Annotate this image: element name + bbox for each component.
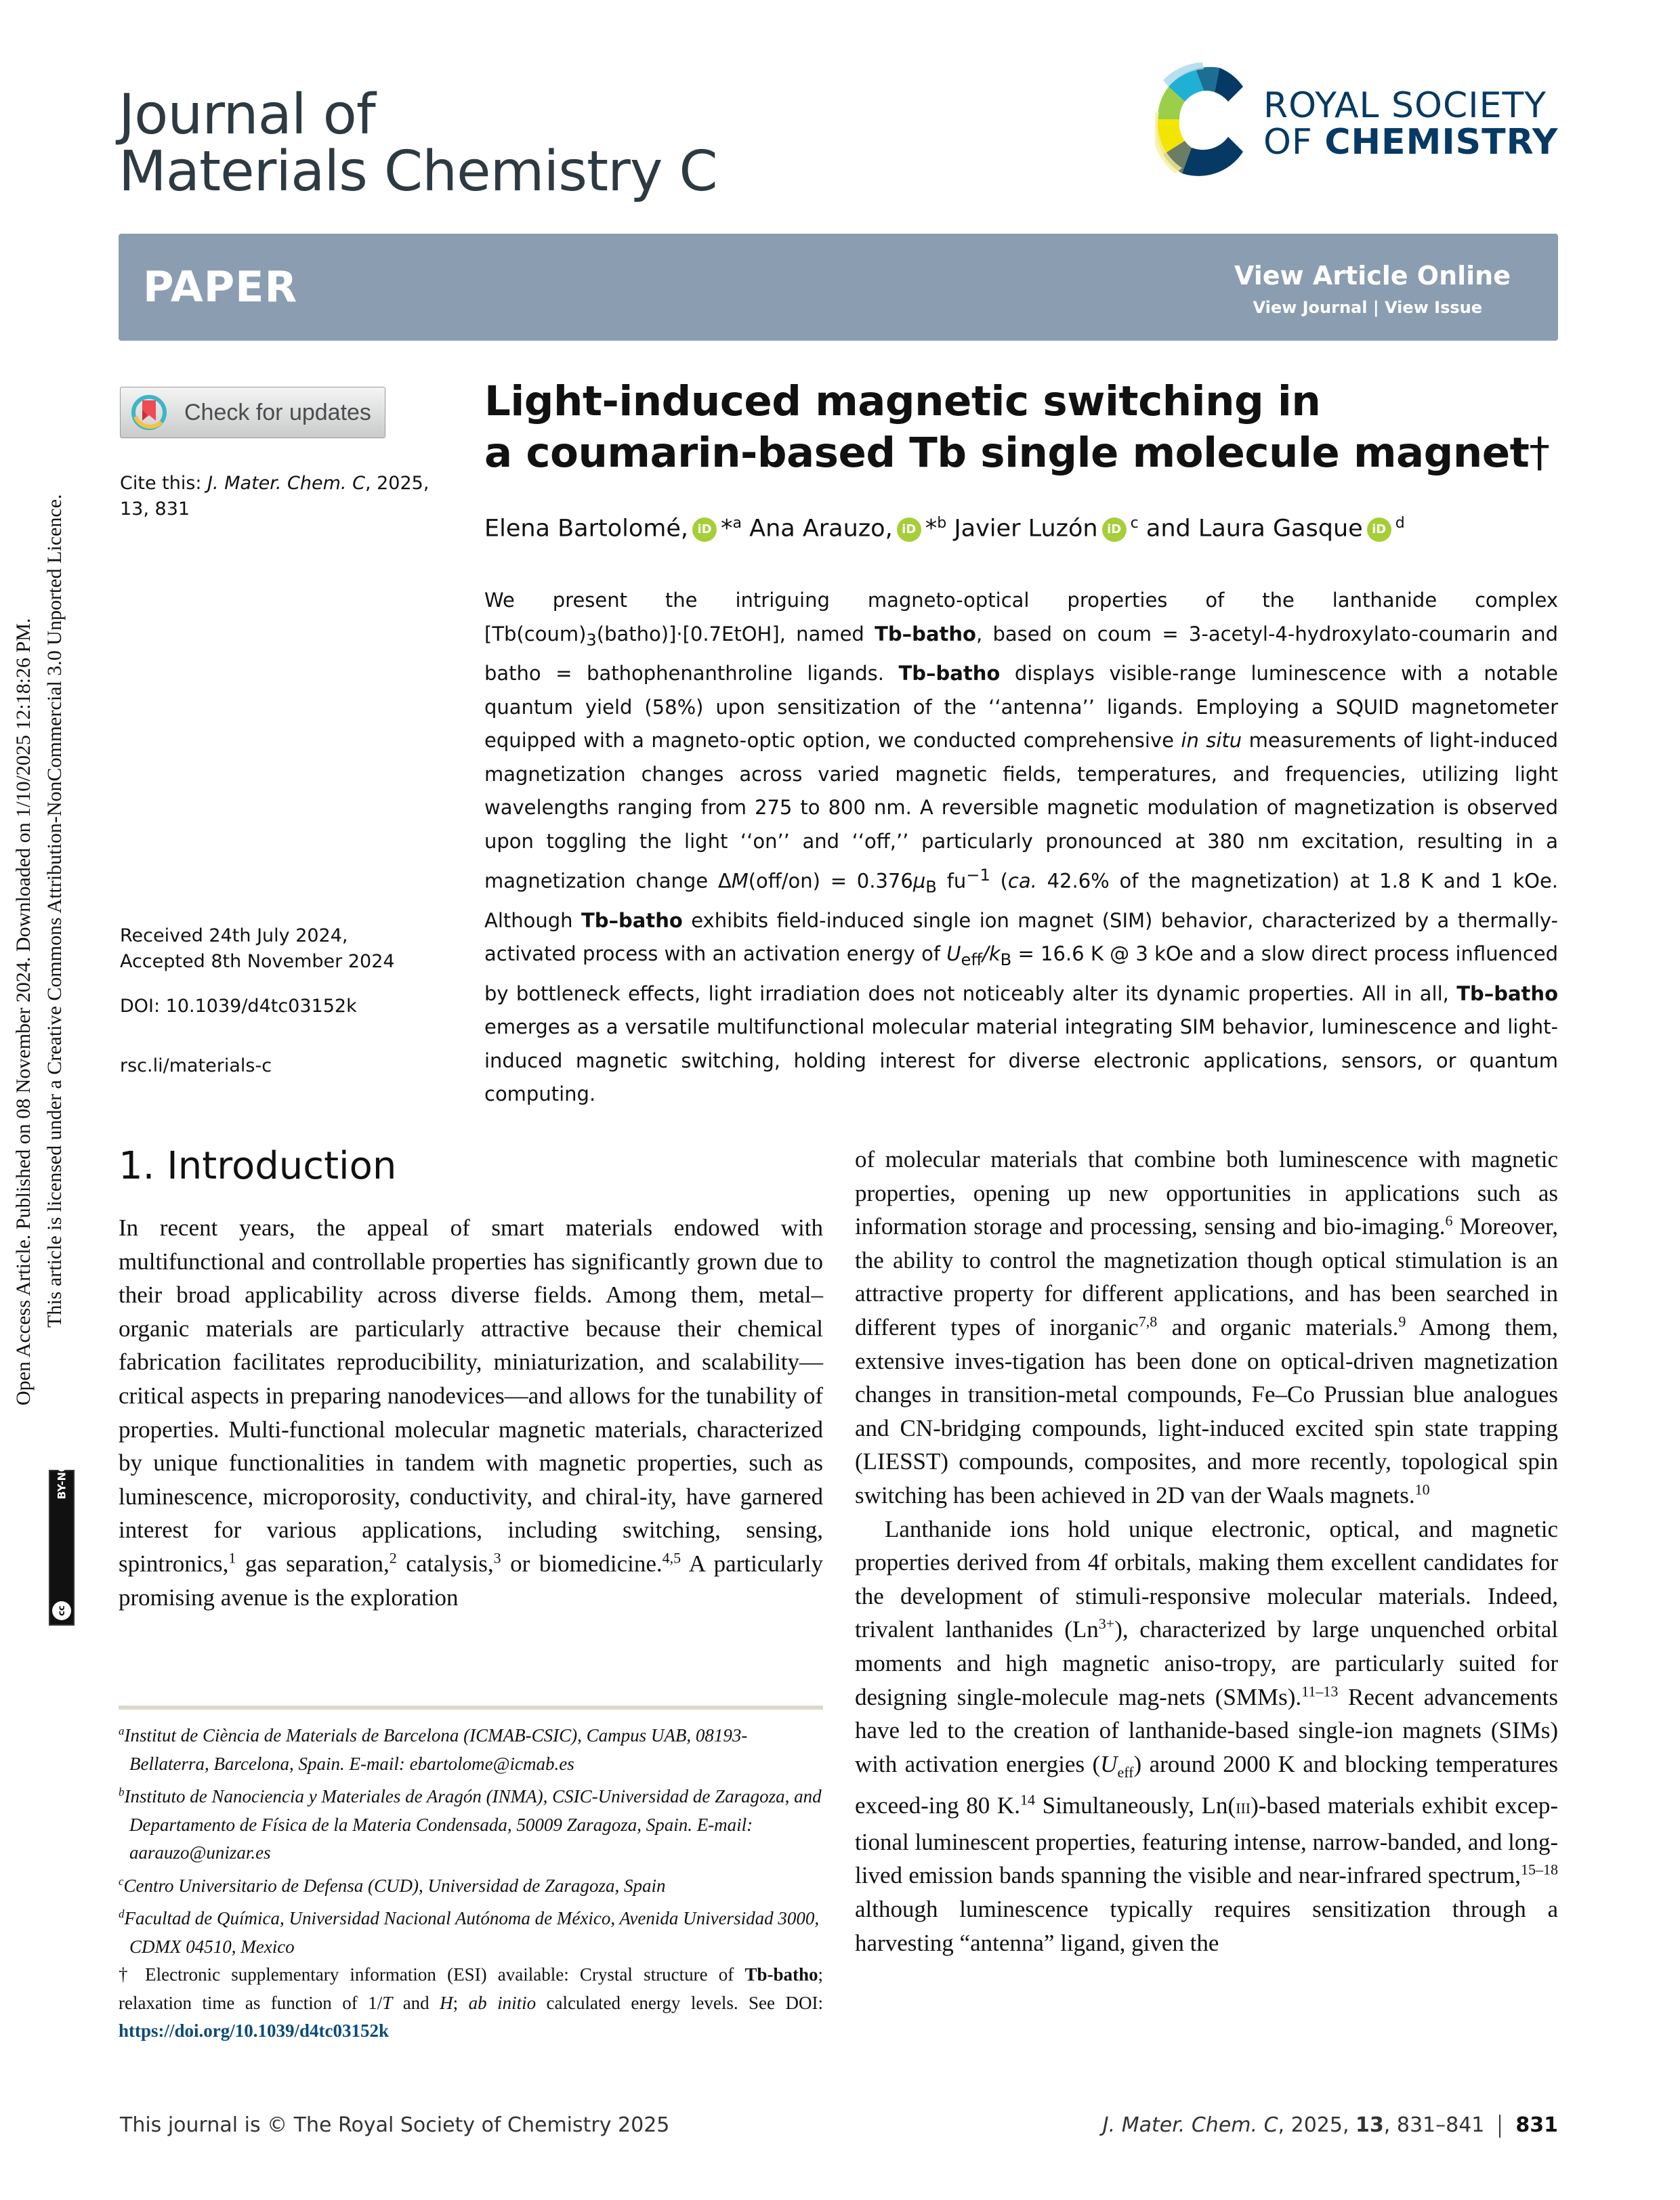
affiliation-text: Centro Universitario de Defensa (CUD), Universidad de Zaragoza, Spain	[123, 1875, 666, 1896]
publisher-name-bold: CHEMISTRY	[1324, 122, 1559, 163]
citation-ref[interactable]: 11–13	[1301, 1682, 1339, 1699]
subscript: 3	[586, 630, 597, 650]
italic-term: ab initio	[468, 1992, 537, 2013]
italic-term: in situ	[1181, 729, 1242, 753]
dagger-mark: †	[119, 1964, 146, 1985]
body-column-left	[119, 1211, 823, 1614]
paragraph	[119, 1211, 823, 1614]
article-type-label: PAPER	[143, 262, 298, 312]
body-text: and organic materials.	[1157, 1313, 1399, 1340]
affiliation-mark: d	[1395, 515, 1405, 532]
footer-citation	[1103, 2113, 1558, 2138]
symbol: μ	[912, 869, 926, 893]
title-line1: Light-induced magnetic switching in	[484, 377, 1321, 425]
journal-title-line2: Materials Chemistry C	[119, 140, 717, 204]
esi-text: Electronic supplementary information (ESI) available: Crystal structure of	[145, 1964, 745, 1985]
body-column-right	[855, 1143, 1558, 1960]
affiliation-mark: d	[119, 1907, 125, 1920]
license-sidebar	[8, 261, 83, 1616]
citation-ref[interactable]: 2	[389, 1549, 397, 1567]
affiliation-mark: c	[119, 1874, 124, 1888]
footer-separator	[1499, 2115, 1500, 2138]
citation-ref[interactable]: 4,5	[662, 1549, 681, 1567]
esi-text: ; relaxation time as function of 1/	[119, 1964, 823, 2013]
view-issue-link[interactable]: View Issue	[1384, 298, 1482, 317]
body-text: gas separation,	[236, 1550, 390, 1577]
cc-license-type: BY-NC	[55, 1464, 68, 1500]
esi-note	[119, 1961, 823, 2046]
orcid-icon[interactable]: iD	[897, 517, 921, 542]
view-journal-link[interactable]: View Journal	[1253, 298, 1368, 317]
affiliation-mark: c	[1130, 515, 1139, 532]
body-text: or biomedicine.	[501, 1550, 663, 1577]
license-notice[interactable]: This article is licensed under a Creative Commons Attribution-NonCommercial 3.0 Unported Licence.	[43, 494, 66, 1328]
symbol: /k	[982, 942, 1001, 966]
body-text: ) around 2000 K and blocking temperatures exceed-ing 80 K.	[855, 1750, 1558, 1819]
author-list	[484, 507, 1405, 546]
symbol: U	[1100, 1750, 1118, 1777]
paragraph	[855, 1512, 1558, 1960]
abstract-text: = 16.6 K @ 3 kOe and a slow direct process influenced by bottleneck effects, light irradiation does not noticeably alter its dynamic properties. All in all,	[484, 942, 1558, 1005]
abstract-text: displays visible-range luminescence with a notable quantum yield (58%) upon sensitization of the ‘‘antenna’’ ligands. Employing a SQUID magnetometer equipped with a magneto-optic option, we conducted comprehensive	[484, 661, 1558, 753]
publisher-logo[interactable]	[1155, 60, 1561, 182]
check-for-updates-label: Check for updates	[184, 399, 371, 425]
affiliation-text: Instituto de Nanociencia y Materiales de Aragón (INMA), CSIC-Universidad de Zaragoza, and Departamento de Física de la Materia Condensada, 50009 Zaragoza, Spain. E-mail: aarauzo@unizar.es	[124, 1786, 822, 1863]
esi-text: ;	[453, 1992, 469, 2013]
oxidation-state: III	[1236, 1800, 1251, 1817]
received-date: Received 24th July 2024,	[120, 925, 348, 946]
abstract-text: 42.6% of the magnetization) at 1.8 K and 1 kOe. Although	[484, 869, 1559, 932]
cite-journal: J. Mater. Chem. C	[207, 473, 365, 494]
superscript: −1	[966, 865, 990, 885]
affiliation-a	[119, 1717, 823, 1778]
abstract-text: measurements of light-induced magnetization changes across varied magnetic fields, temperatures, and frequencies, utilizing light wavelengths ranging from 275 to 800 nm. A reversible magnetic modulation of magnetization is observed upon toggling the light ‘‘on’’ and ‘‘off,’’ particularly pronounced at 380 nm excitation, resulting in a magnetization change Δ	[484, 729, 1558, 893]
compound-name: Tb–batho	[581, 908, 683, 932]
abstract-text: emerges as a versatile multifunctional molecular material integrating SIM behavior, luminescence and light-induced magnetic switching, holding interest for diverse electronic applications, sensors, or quantum computing.	[484, 1015, 1558, 1106]
corresponding-mark: *	[925, 515, 938, 543]
cite-page: , 831	[143, 499, 190, 520]
title-line2: a coumarin-based Tb single molecule magnet	[484, 429, 1530, 477]
abstract	[484, 584, 1558, 1112]
received-dates	[120, 923, 395, 975]
affiliation-text: Facultad de Química, Universidad Nacional Autónoma de México, Avenida Universidad 3000, CDMX 04510, Mexico	[124, 1908, 820, 1957]
body-text: Simultaneously, Ln(	[1034, 1792, 1236, 1819]
compound-name: Tb-batho	[744, 1964, 818, 1985]
author-name: and Laura Gasque	[1146, 515, 1363, 543]
citation-ref[interactable]: 9	[1398, 1313, 1406, 1330]
affiliation-d	[119, 1900, 823, 1961]
symbol: M	[731, 869, 749, 893]
superscript: 3+	[1098, 1615, 1115, 1632]
abstract-text: (off/on) = 0.376	[748, 869, 913, 893]
publisher-name-prefix: OF	[1263, 122, 1325, 163]
cc-license-badge[interactable]	[49, 1464, 75, 1626]
footnote-divider	[119, 1706, 823, 1710]
citation-ref[interactable]: 10	[1414, 1481, 1430, 1498]
footnotes	[119, 1717, 823, 2046]
citation	[120, 471, 445, 522]
esi-text: and	[392, 1992, 440, 2013]
compound-name: Tb–batho	[1456, 981, 1558, 1005]
creative-commons-icon: cc	[52, 1601, 71, 1620]
abstract-text: , based on coum = 3-acetyl-4-hydroxylato-coumarin and batho = bathophenanthroline ligands.	[484, 622, 1559, 685]
publisher-name-line1: ROYAL SOCIETY	[1263, 85, 1547, 126]
orcid-icon[interactable]: iD	[692, 517, 717, 542]
affiliation-mark: b	[119, 1785, 125, 1798]
rsc-c-logo-icon	[1155, 60, 1257, 182]
affiliation-mark: a	[119, 1725, 125, 1737]
abstract-text: (	[990, 869, 1008, 893]
journal-link[interactable]: rsc.li/materials-c	[120, 1055, 272, 1076]
body-text: Lanthanide ions hold unique electronic, optical, and magnetic properties derived from 4f orbitals, making them excellent candidates for the development of stimuli-responsive molecular materials. Indeed, trivalent lanthanides (Ln	[855, 1515, 1558, 1643]
accepted-date: Accepted 8th November 2024	[120, 951, 395, 972]
article-type-banner	[119, 234, 1558, 341]
footer-pages: , 831–841	[1383, 2113, 1485, 2137]
citation-ref[interactable]: 6	[1445, 1212, 1453, 1229]
cite-prefix: Cite this:	[120, 473, 208, 494]
subscript: B	[1000, 950, 1012, 969]
affiliation-text: Institut de Ciència de Materials de Barcelona (ICMAB-CSIC), Campus UAB, 08193-Bellaterra, Barcelona, Spain. E-mail: ebartolome@icmab.es	[124, 1725, 748, 1774]
citation-ref[interactable]: 15–18	[1521, 1861, 1558, 1878]
orcid-icon[interactable]: iD	[1102, 517, 1127, 542]
link-separator: |	[1367, 298, 1385, 317]
doi[interactable]: DOI: 10.1039/d4tc03152k	[120, 996, 357, 1017]
body-text: Recent advancements have led to the creation of lanthanide-based single-ion magnets (SIMs) with activation energies (	[855, 1683, 1558, 1777]
cite-volume: 13	[120, 499, 144, 520]
title-esi-dagger[interactable]: †	[1529, 429, 1550, 477]
body-text: Moreover, the ability to control the magnetization though optical stimulation is an attractive property for different applications, and has been searched in different types of inorganic	[855, 1213, 1558, 1340]
cite-year: , 2025,	[364, 473, 429, 494]
author-name: Javier Luzón	[954, 515, 1098, 543]
citation-ref[interactable]: 3	[493, 1549, 501, 1567]
affiliation-mark: a	[732, 515, 742, 532]
subscript: eff	[1117, 1763, 1134, 1781]
citation-ref[interactable]: 14	[1020, 1791, 1035, 1808]
footer-volume: 13	[1356, 2113, 1384, 2137]
abstract-text: (batho)]·[0.7EtOH], named	[596, 622, 875, 646]
symbol: H	[440, 1992, 453, 2013]
publisher-name-line2	[1263, 122, 1558, 163]
paragraph	[855, 1143, 1558, 1512]
orcid-icon[interactable]: iD	[1367, 517, 1391, 542]
esi-text: calculated energy levels. See DOI:	[536, 1992, 823, 2013]
corresponding-mark: *	[721, 515, 733, 543]
article-title	[484, 376, 1568, 479]
page-number: 831	[1515, 2113, 1558, 2137]
body-text: )-based materials exhibit excep-tional luminescent properties, featuring intense, narrow-banded, and long-lived emission bands spanning the visible and near-infrared spectrum,	[855, 1792, 1559, 1889]
body-text: of molecular materials that combine both luminescence with magnetic properties, opening up new opportunities in applications such as information storage and processing, sensing and bio-imaging.	[855, 1146, 1558, 1240]
abstract-text: fu	[936, 869, 967, 893]
footer-journal: J. Mater. Chem. C	[1102, 2113, 1278, 2137]
subscript: eff	[961, 950, 983, 969]
author-name: Elena Bartolomé,	[484, 515, 689, 543]
body-text: ), characterized by large unquenched orbital moments and high magnetic aniso-tropy, are particularly suited for designing single-molecule mag-nets (SMMs).	[855, 1616, 1558, 1710]
author-name: Ana Arauzo,	[749, 515, 893, 543]
abstract-text: We present the intriguing magneto-optical properties of the lanthanide complex [Tb(coum)	[484, 589, 1558, 646]
symbol: T	[382, 1992, 393, 2013]
footer-year: , 2025,	[1278, 2113, 1356, 2137]
body-text: Among them, extensive inves-tigation has been done on optical-driven magnetization changes in transition-metal compounds, Fe–Co Prussian blue analogues and CN-bridging compounds, light-induced excited spin state trapping (LIESST) compounds, composites, and more recently, topological spin switching has been achieved in 2D van der Waals magnets.	[855, 1313, 1558, 1508]
abstract-text: exhibits field-induced single ion magnet (SIM) behavior, characterized by a thermally-activated process with an activation energy of	[484, 908, 1558, 966]
subscript: B	[925, 877, 937, 896]
check-for-updates-button[interactable]	[120, 387, 385, 438]
body-text: catalysis,	[396, 1550, 494, 1577]
check-updates-bookmark-icon	[130, 394, 168, 431]
compound-name: Tb–batho	[898, 661, 1001, 685]
symbol: U	[946, 942, 961, 966]
footer-copyright: This journal is © The Royal Society of Chemistry 2025	[120, 2113, 670, 2137]
body-text: In recent years, the appeal of smart materials endowed with multifunctional and controllable properties has significantly grown due to their broad applicability across diverse fields. Among them, metal–organic materials are particularly attractive because their chemical fabrication facilitates reproducibility, miniaturization, and scalability—critical aspects in preparing nanodevices—and allows for the tunability of properties. Multi-functional molecular magnetic materials, characterized by unique functionalities in tandem with magnetic properties, such as luminescence, microporosity, conductivity, and chiral-ity, have garnered interest for various applications, including switching, sensing, spintronics,	[119, 1214, 823, 1577]
open-access-notice: Open Access Article. Published on 08 November 2024. Downloaded on 1/10/2025 12:18:26 PM.	[12, 618, 35, 1405]
journal-title-line1: Journal of	[119, 83, 375, 147]
body-text: A particularly promising avenue is the exploration	[119, 1550, 823, 1611]
section-heading-introduction: 1. Introduction	[119, 1144, 397, 1188]
esi-doi-link[interactable]: https://doi.org/10.1039/d4tc03152k	[119, 2021, 390, 2041]
compound-name: Tb–batho	[875, 622, 976, 646]
citation-ref[interactable]: 7,8	[1138, 1313, 1158, 1330]
italic-term: ca.	[1007, 869, 1037, 893]
view-article-online-link[interactable]: View Article Online	[1234, 261, 1511, 291]
affiliation-mark: b	[937, 515, 947, 532]
banner-secondary-links	[1253, 298, 1482, 317]
citation-ref[interactable]: 1	[228, 1549, 236, 1567]
journal-title	[119, 83, 717, 204]
affiliation-b	[119, 1778, 823, 1867]
affiliation-c	[119, 1867, 823, 1901]
body-text: although luminescence typically requires sensitization through a harvesting “antenna” ligand, given the	[855, 1896, 1558, 1956]
